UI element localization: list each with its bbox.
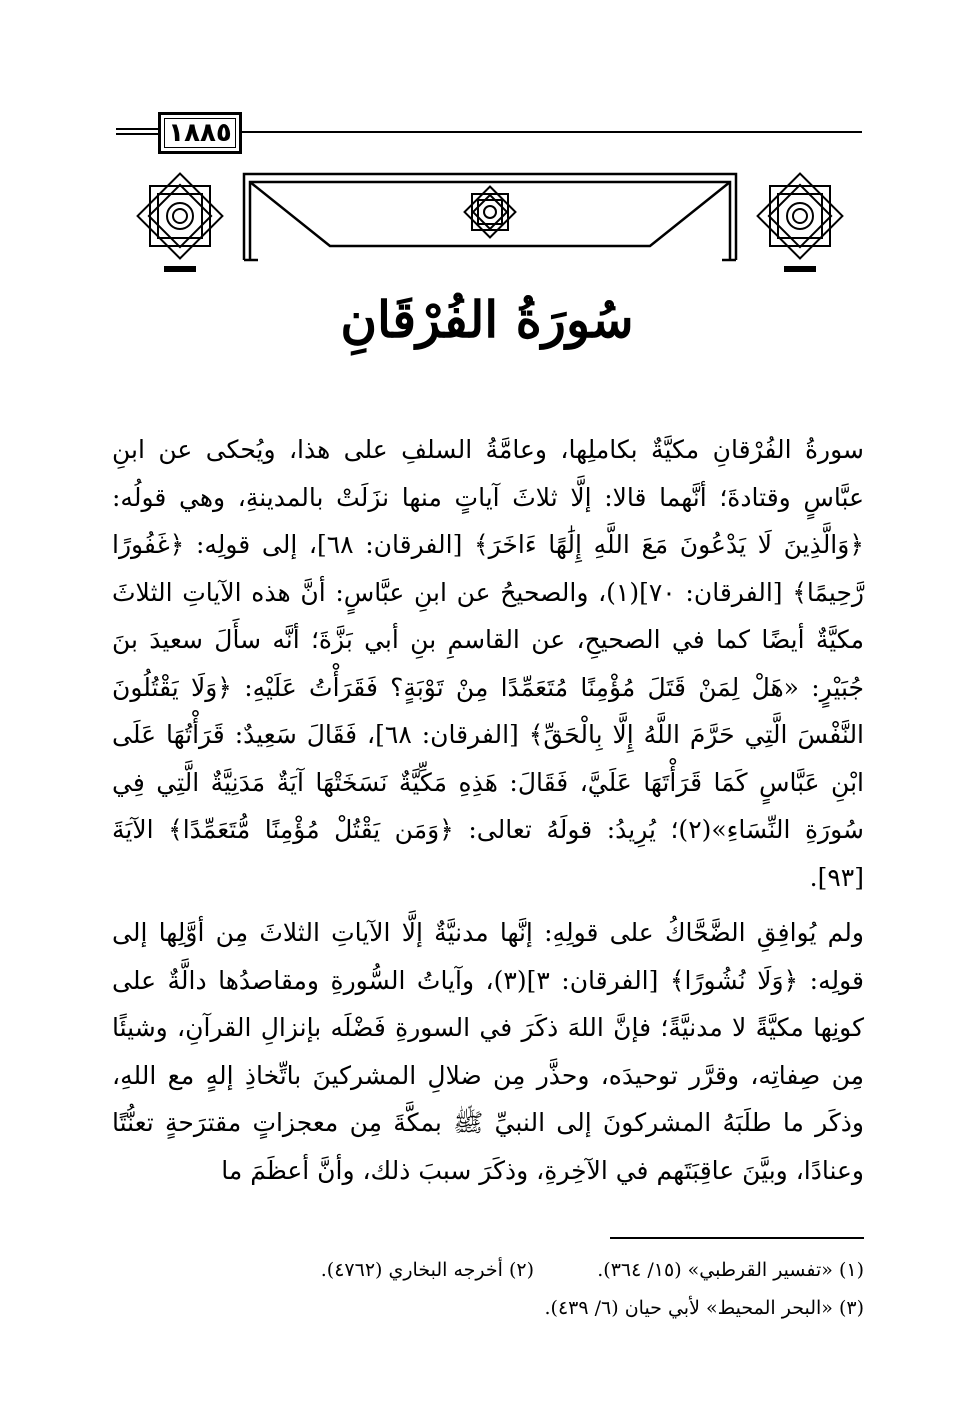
footnote-3-text: «البحر المحيط» لأبي حيان (٦/ ٤٣٩). — [544, 1297, 833, 1319]
star-ornament-center-icon — [465, 187, 516, 238]
header-rule-left — [116, 128, 158, 140]
paragraph-1: سورةُ الفُرْقانِ مكيَّةٌ بكاملِها، وعامَّةُ السلفِ على هذا، ويُحكى عن ابنِ عبَّاسٍ وقتادةَ؛ أنَّهما قالا: إلَّا ثلاثَ آياتٍ منها نزَلَتْ بالمدينةِ، وهي قولُه: ﴿وَالَّذِينَ لَا يَدْعُونَ مَعَ اللَّهِ إِلَٰهًا ءَاخَرَ﴾ [الفرقان: ٦٨]، إلى قولِه: ﴿غَفُورًا رَّحِيمًا﴾ [الفرقان: ٧٠](١)، والصحيحُ عن ابنِ عبَّاسٍ: أنَّ هذه الآياتِ الثلاثَ مكيَّةٌ أيضًا كما في الصحيحِ، عن القاسمِ بنِ أبي بَزَّةَ؛ أنَّه سأَلَ سعيدَ بنَ جُبَيْرٍ: «هَلْ لِمَنْ قَتَلَ مُؤْمِنًا مُتَعَمِّدًا مِنْ تَوْبَةٍ؟ فَقَرَأْتُ عَلَيْهِ: ﴿وَلَا يَقْتُلُونَ النَّفْسَ الَّتِي حَرَّمَ اللَّهُ إِلَّا بِالْحَقِّ﴾ [الفرقان: ٦٨]، فَقَالَ سَعِيدٌ: قَرَأْتُهَا عَلَى ابْنِ عَبَّاسٍ كَمَا قَرَأْتَهَا عَلَيَّ، فَقَالَ: هَذِهِ مَكِّيَّةٌ نَسَخَتْهَا آيَةٌ مَدَنِيَّةٌ الَّتِي فِي سُورَةِ النِّسَاءِ»(٢)؛ يُرِيدُ: قولَهُ تعالى: ﴿وَمَن يَقْتُلْ مُؤْمِنًا مُّتَعَمِّدًا﴾ الآيَةَ [٩٣]. — [112, 435, 865, 892]
footnotes — [112, 1251, 864, 1327]
footnote-2 — [204, 1251, 534, 1289]
footnote-row — [112, 1251, 864, 1289]
star-ornament-left-icon — [138, 174, 223, 259]
page-number-box — [158, 112, 242, 154]
footnote-1-text: «تفسير القرطبي» (١٥/ ٣٦٤). — [597, 1259, 833, 1281]
page-number: ١٨٨٥ — [168, 118, 232, 148]
footnote-2-id: (٢) — [508, 1259, 534, 1281]
footnote-1 — [534, 1251, 864, 1289]
star-ornament-right-icon — [758, 174, 843, 259]
footnote-row — [112, 1289, 864, 1327]
footnote-3 — [534, 1289, 864, 1327]
footnote-2-text: أخرجه البخاري (٤٧٦٢). — [320, 1259, 503, 1281]
footnote-1-id: (١) — [838, 1259, 864, 1281]
paragraph-2: ولم يُوافِقِ الضَّحَّاكُ على قولِهِ: إنَّها مدنيَّةٌ إلَّا الآياتِ الثلاثَ مِن أوَّلِها إلى قولِه: ﴿وَلَا نُشُورًا﴾ [الفرقان: ٣](٣)، وآياتُ السُّورةِ ومقاصدُها دالَّةٌ على كونِها مكيَّةً لا مدنيَّةً؛ فإنَّ اللهَ ذكَرَ في السورةِ فَضْلَه بإنزالِ القرآنِ، وشيئًا مِن صِفاتِه، وقرَّر توحيدَه، وحذَّر مِن ضلالِ المشركينَ باتِّخاذِ إلهٍ مع اللهِ، وذكَر ما طلَبَهُ المشركونَ إلى النبيِّ ﷺ بمكَّةَ مِن معجزاتٍ مقترَحةٍ تعنُّتًا وعنادًا، وبيَّنَ عاقِبَتَهم في الآخِرةِ، وذكَرَ سببَ ذلك، وأنَّ أعظَمَ ما — [112, 918, 864, 1185]
footnote-3-id: (٣) — [838, 1297, 864, 1319]
surah-title: سُورَةُ الفُرْقَانِ — [340, 290, 634, 349]
frame-bar-left — [164, 266, 196, 272]
footnote-separator — [610, 1237, 864, 1239]
body-text — [112, 426, 864, 1194]
ornamental-frame — [130, 160, 850, 280]
header-rule-right — [242, 131, 862, 139]
frame-bar-right — [784, 266, 816, 272]
